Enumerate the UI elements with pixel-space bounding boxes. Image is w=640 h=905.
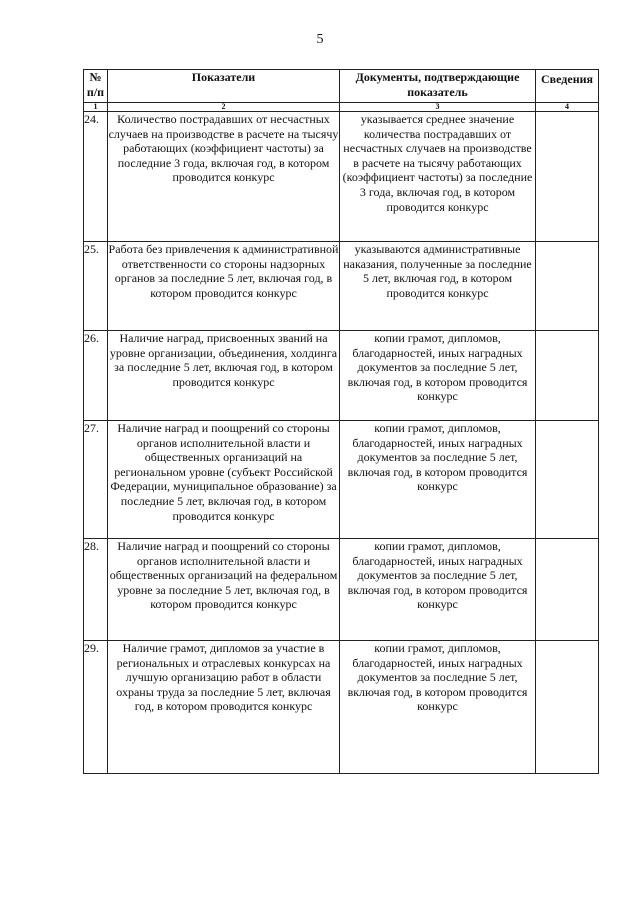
info-cell[interactable]: [536, 539, 599, 641]
table-row: [84, 112, 599, 242]
row-number: 25.: [84, 242, 108, 331]
row-number: 27.: [84, 421, 108, 539]
indicator-cell: Наличие наград и поощрений со стороны органов исполнительной власти и общественных организаций на региональном уровне (субъект Российской Федерации, муниципальное образование) за последние 5 лет, включая год, в котором проводится конкурс: [108, 421, 340, 539]
info-cell[interactable]: [536, 112, 599, 242]
document-cell: указываются административные наказания, полученные за последние 5 лет, включая год, в котором проводится конкурс: [340, 242, 536, 331]
indicator-cell: Работа без привлечения к административной ответственности со стороны надзорных органов за последние 5 лет, включая год, в котором проводится конкурс: [108, 242, 340, 331]
row-number: 29.: [84, 641, 108, 774]
document-cell: копии грамот, дипломов, благодарностей, иных наградных документов за последние 5 лет, включая год, в котором проводится конкурс: [340, 539, 536, 641]
row-number: 24.: [84, 112, 108, 242]
header-info: Сведения: [536, 70, 599, 103]
row-number: 26.: [84, 331, 108, 421]
row-number: 28.: [84, 539, 108, 641]
column-number: 2: [108, 103, 340, 112]
document-cell: указывается среднее значение количества пострадавших от несчастных случаев на производстве в расчете на тысячу работающих (коэффициент частоты) за последние 3 года, включая год, в котором проводится конкурс: [340, 112, 536, 242]
table-row: [84, 331, 599, 421]
info-cell[interactable]: [536, 421, 599, 539]
header-num: № п/п: [84, 70, 108, 103]
table-row: [84, 421, 599, 539]
header-row: [84, 70, 599, 103]
indicator-cell: Наличие наград, присвоенных званий на уровне организации, объединения, холдинга за последние 5 лет, включая год, в котором проводится конкурс: [108, 331, 340, 421]
table-row: [84, 242, 599, 331]
indicators-table: [83, 69, 599, 774]
indicator-cell: Количество пострадавших от несчастных случаев на производстве в расчете на тысячу работающих (коэффициент частоты) за последние 3 года, включая год, в котором проводится конкурс: [108, 112, 340, 242]
info-cell[interactable]: [536, 331, 599, 421]
header-indicators: Показатели: [108, 70, 340, 103]
document-cell: копии грамот, дипломов, благодарностей, иных наградных документов за последние 5 лет, включая год, в котором проводится конкурс: [340, 331, 536, 421]
document-cell: копии грамот, дипломов, благодарностей, иных наградных документов за последние 5 лет, включая год, в котором проводится конкурс: [340, 641, 536, 774]
table-row: [84, 539, 599, 641]
table-row: [84, 641, 599, 774]
page-number: 5: [316, 32, 324, 47]
column-number: 1: [84, 103, 108, 112]
indicator-cell: Наличие наград и поощрений со стороны органов исполнительной власти и общественных организаций на федеральном уровне за последние 5 лет, включая год, в котором проводится конкурс: [108, 539, 340, 641]
header-documents: Документы, подтверждающие показатель: [340, 70, 536, 103]
column-number-row: [84, 103, 599, 112]
document-cell: копии грамот, дипломов, благодарностей, иных наградных документов за последние 5 лет, включая год, в котором проводится конкурс: [340, 421, 536, 539]
info-cell[interactable]: [536, 242, 599, 331]
indicator-cell: Наличие грамот, дипломов за участие в региональных и отраслевых конкурсах на лучшую организацию работ в области охраны труда за последние 5 лет, включая год, в котором проводится конкурс: [108, 641, 340, 774]
column-number: 3: [340, 103, 536, 112]
info-cell[interactable]: [536, 641, 599, 774]
column-number: 4: [536, 103, 599, 112]
